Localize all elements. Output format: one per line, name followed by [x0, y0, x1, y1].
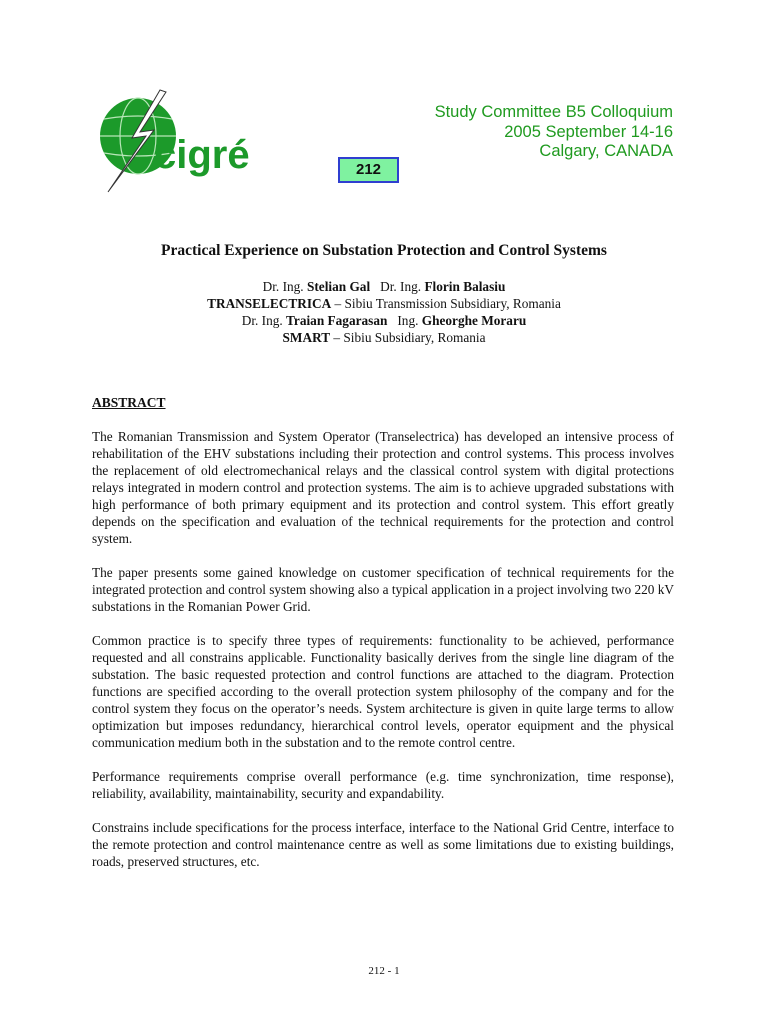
author-name: Gheorghe Moraru — [421, 313, 527, 328]
paragraph: The Romanian Transmission and System Operator (Transelectrica) has developed an intensive process of rehabilitation of the EHV substations including their protection and control systems. This process involves the replacement of old electromechanical relays and the classical control system with digital protections relays integrated in modern control and protection systems. The aim is to achieve upgraded substations with high performance of both primary equipment and its protection and control system. This effort greatly depends on the specification and evaluation of the technical requirements for the protection and control system. — [92, 429, 674, 546]
conference-location: Calgary, CANADA — [539, 142, 673, 160]
logo-text: cigré — [154, 133, 250, 177]
author-line — [0, 278, 768, 295]
author-line — [0, 312, 768, 329]
author-name: Stelian Gal — [306, 279, 371, 294]
abstract-heading: ABSTRACT — [92, 395, 166, 410]
paper-title: Practical Experience on Substation Protection and Control Systems — [161, 242, 607, 259]
page-number: 212 - 1 — [368, 965, 400, 977]
paragraph: Common practice is to specify three types of requirements: functionality to be achieved, performance requested and all constrains applicable. Functionality basically derives from the single line diagram of the substation. The basic requested protection and control functions are attached to the diagram. Protection functions are specified according to the overall protection system philosophy of the company and for the control system they focus on the operator’s needs. System architecture is given in quite large terms to allow optimization but imposes redundancy, hierarchical control levels, operator equipment and the physical communication medium both in the substation and to the remote control centre. — [92, 633, 674, 750]
cigre-logo — [96, 86, 271, 196]
conference-date: 2005 September 14-16 — [504, 122, 673, 141]
abstract-body — [92, 428, 674, 887]
affiliation-text: – Sibiu Subsidiary, Romania — [330, 330, 486, 345]
author-prefix: Ing. — [387, 313, 422, 328]
authors-block — [0, 278, 768, 346]
conference-name: Study Committee B5 Colloquium — [434, 103, 673, 121]
paragraph: The paper presents some gained knowledge on customer specification of technical requirements for the integrated protection and control system showing also a typical application in a project involving two 220 kV substations in the Romanian Power Grid. — [92, 565, 674, 614]
affiliation-line — [0, 329, 768, 346]
author-name: Traian Fagarasan — [286, 313, 388, 328]
organization-name: TRANSELECTRICA — [207, 296, 332, 311]
paragraph: Performance requirements comprise overall performance (e.g. time synchronization, time response), reliability, availability, maintainability, security and expandability. — [92, 769, 674, 801]
author-prefix: Dr. Ing. — [241, 313, 287, 328]
affiliation-text: – Sibiu Transmission Subsidiary, Romania — [331, 296, 561, 311]
paragraph: Constrains include specifications for the process interface, interface to the National Grid Centre, interface to the remote protection and control maintenance centre as well as some limitations due to existing buildings, roads, preserved structures, etc. — [92, 820, 674, 869]
author-prefix: Dr. Ing. — [262, 279, 307, 294]
author-name: Florin Balasiu — [424, 279, 506, 294]
affiliation-line — [0, 295, 768, 312]
conference-info — [435, 103, 673, 162]
paper-number-badge: 212 — [338, 157, 399, 183]
organization-name: SMART — [282, 330, 331, 345]
author-prefix: Dr. Ing. — [370, 279, 425, 294]
